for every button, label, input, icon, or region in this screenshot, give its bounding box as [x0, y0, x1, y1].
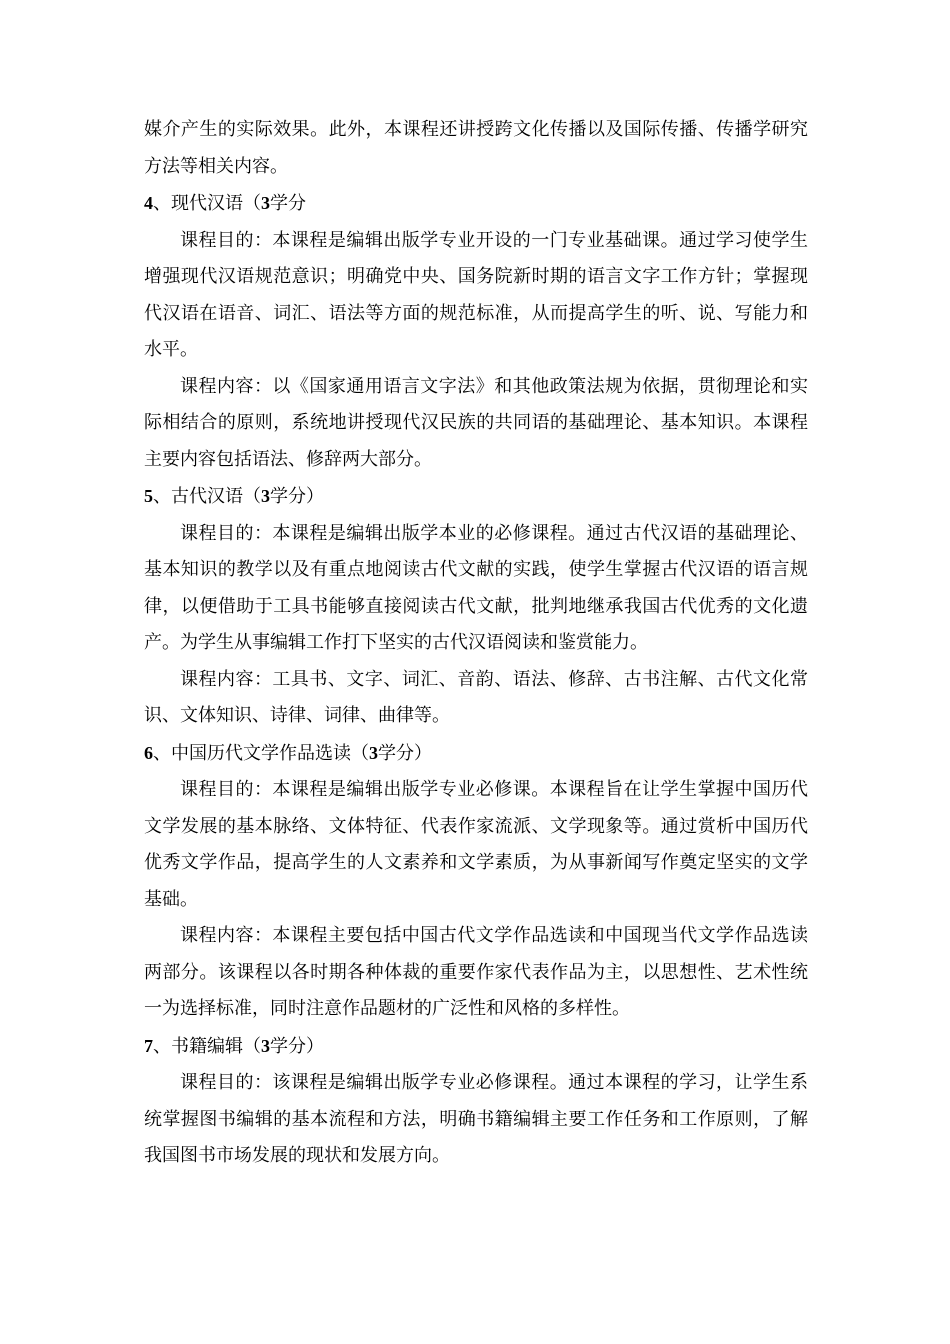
course-separator: 、: [153, 193, 171, 214]
course-credit-close: ）: [414, 742, 432, 764]
course-section-4: [144, 185, 808, 478]
course-title: 中国历代文学作品选读（: [171, 742, 369, 764]
course-title: 书籍编辑（: [171, 1035, 261, 1057]
course-credit-number: 3: [261, 193, 270, 213]
course-number: 6: [144, 742, 153, 763]
course-section-7: [144, 1028, 808, 1175]
course-credit-unit: 学分: [378, 742, 414, 764]
course-separator: 、: [153, 1035, 171, 1057]
course-title: 古代汉语（: [171, 486, 261, 507]
course-heading: [144, 478, 808, 516]
course-credit-number: 3: [369, 742, 378, 763]
course-objective-paragraph: 课程目的：该课程是编辑出版学专业必修课程。通过本课程的学习，让学生系统掌握图书编辑的基本流程和方法，明确书籍编辑主要工作任务和工作原则，了解我国图书市场发展的现状和发展方向。: [144, 1072, 808, 1166]
course-content-paragraph: 课程内容：本课程主要包括中国古代文学作品选读和中国现当代文学作品选读两部分。该课程以各时期各种体裁的重要作家代表作品为主，以思想性、艺术性统一为选择标准，同时注意作品题材的广泛性和风格的多样性。: [144, 925, 808, 1019]
course-title: 现代汉语（: [171, 193, 261, 214]
course-objective-paragraph: 课程目的：本课程是编辑出版学专业开设的一门专业基础课。通过学习使学生增强现代汉语规范意识；明确党中央、国务院新时期的语言文字工作方针；掌握现代汉语在语音、词汇、语法等方面的规范标准，从而提高学生的听、说、写能力和水平。: [144, 229, 808, 360]
course-section-6: [144, 735, 808, 1028]
document-body: [144, 112, 808, 1175]
course-credit-close: ）: [306, 486, 324, 507]
course-credit-unit: 学分: [270, 486, 306, 507]
course-separator: 、: [153, 486, 171, 507]
course-number: 4: [144, 193, 153, 213]
course-objective-paragraph: 课程目的：本课程是编辑出版学本业的必修课程。通过古代汉语的基础理论、基本知识的教学以及有重点地阅读古代文献的实践，使学生掌握古代汉语的语言规律，以便借助于工具书能够直接阅读古代文献，批判地继承我国古代优秀的文化遗产。为学生从事编辑工作打下坚实的古代汉语阅读和鉴赏能力。: [144, 522, 808, 653]
course-section-5: [144, 478, 808, 735]
course-content-paragraph: 课程内容：以《国家通用语言文字法》和其他政策法规为依据，贯彻理论和实际相结合的原则，系统地讲授现代汉民族的共同语的基础理论、基本知识。本课程主要内容包括语法、修辞两大部分。: [144, 375, 808, 470]
course-credit-unit: 学分: [270, 1035, 306, 1057]
course-content-paragraph: 课程内容：工具书、文字、词汇、音韵、语法、修辞、古书注解、古代文化常识、文体知识、诗律、词律、曲律等。: [144, 668, 808, 726]
intro-continuation-paragraph: 媒介产生的实际效果。此外，本课程还讲授跨文化传播以及国际传播、传播学研究方法等相关内容。: [144, 119, 808, 177]
course-credit-number: 3: [261, 1035, 270, 1056]
course-number: 5: [144, 486, 153, 506]
course-credit-close: ）: [306, 1035, 324, 1057]
course-heading: [144, 1028, 808, 1066]
course-credit-unit: 学分: [270, 193, 306, 214]
course-objective-paragraph: 课程目的：本课程是编辑出版学专业必修课。本课程旨在让学生掌握中国历代文学发展的基本脉络、文体特征、代表作家流派、文学现象等。通过赏析中国历代优秀文学作品，提高学生的人文素养和文学素质，为从事新闻写作奠定坚实的文学基础。: [144, 779, 808, 910]
course-separator: 、: [153, 742, 171, 764]
course-number: 7: [144, 1035, 153, 1056]
course-heading: [144, 735, 808, 773]
course-heading: [144, 185, 808, 223]
course-credit-number: 3: [261, 486, 270, 506]
